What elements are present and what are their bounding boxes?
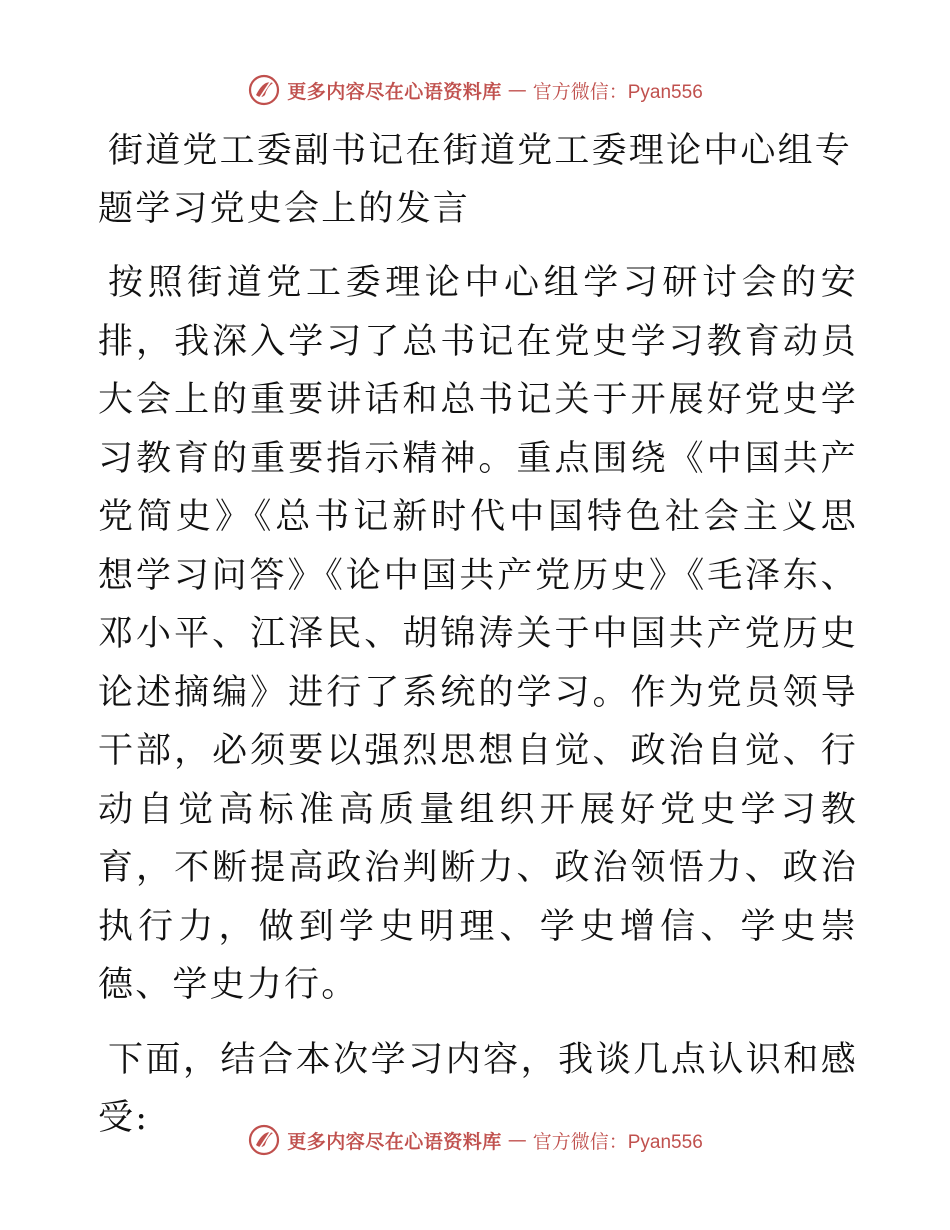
document-title: 街道党工委副书记在街道党工委理论中心组专题学习党史会上的发言	[98, 131, 853, 229]
footer-watermark	[0, 1120, 950, 1160]
brand-logo-icon	[247, 73, 281, 107]
document-paragraph-1: 按照街道党工委理论中心组学习研讨会的安排，我深入学习了总书记在党史学习教育动员大会上的重要讲话和总书记关于开展好党史学习教育的重要指示精神。重点围绕《中国共产党简史》《总书记新时代中国特色社会主义思想学习问答》《论中国共产党历史》《毛泽东、邓小平、江泽民、胡锦涛关于中国共产党历史论述摘编》进行了系统的学习。作为党员领导干部，必须要以强烈思想自觉、政治自觉、行动自觉高标准高质量组织开展好党史学习教育，不断提高政治判断力、政治领悟力、政治执行力，做到学史明理、学史增信、学史崇德、学史力行。	[98, 263, 858, 1005]
header-watermark	[0, 70, 950, 110]
watermark-brand-text: 更多内容尽在心语资料库	[287, 1130, 502, 1153]
watermark-brand-text: 更多内容尽在心语资料库	[287, 80, 502, 103]
watermark-separator: —	[507, 79, 527, 101]
document-paragraph-2: 下面，结合本次学习内容，我谈几点认识和感受:	[98, 1039, 858, 1138]
watermark-wechat-text: 官方微信：Pyan556	[532, 81, 703, 103]
watermark-separator: —	[507, 1129, 527, 1151]
brand-logo-icon	[247, 1123, 281, 1157]
watermark-wechat-text: 官方微信：Pyan556	[532, 1131, 703, 1153]
document-body	[98, 122, 858, 1164]
